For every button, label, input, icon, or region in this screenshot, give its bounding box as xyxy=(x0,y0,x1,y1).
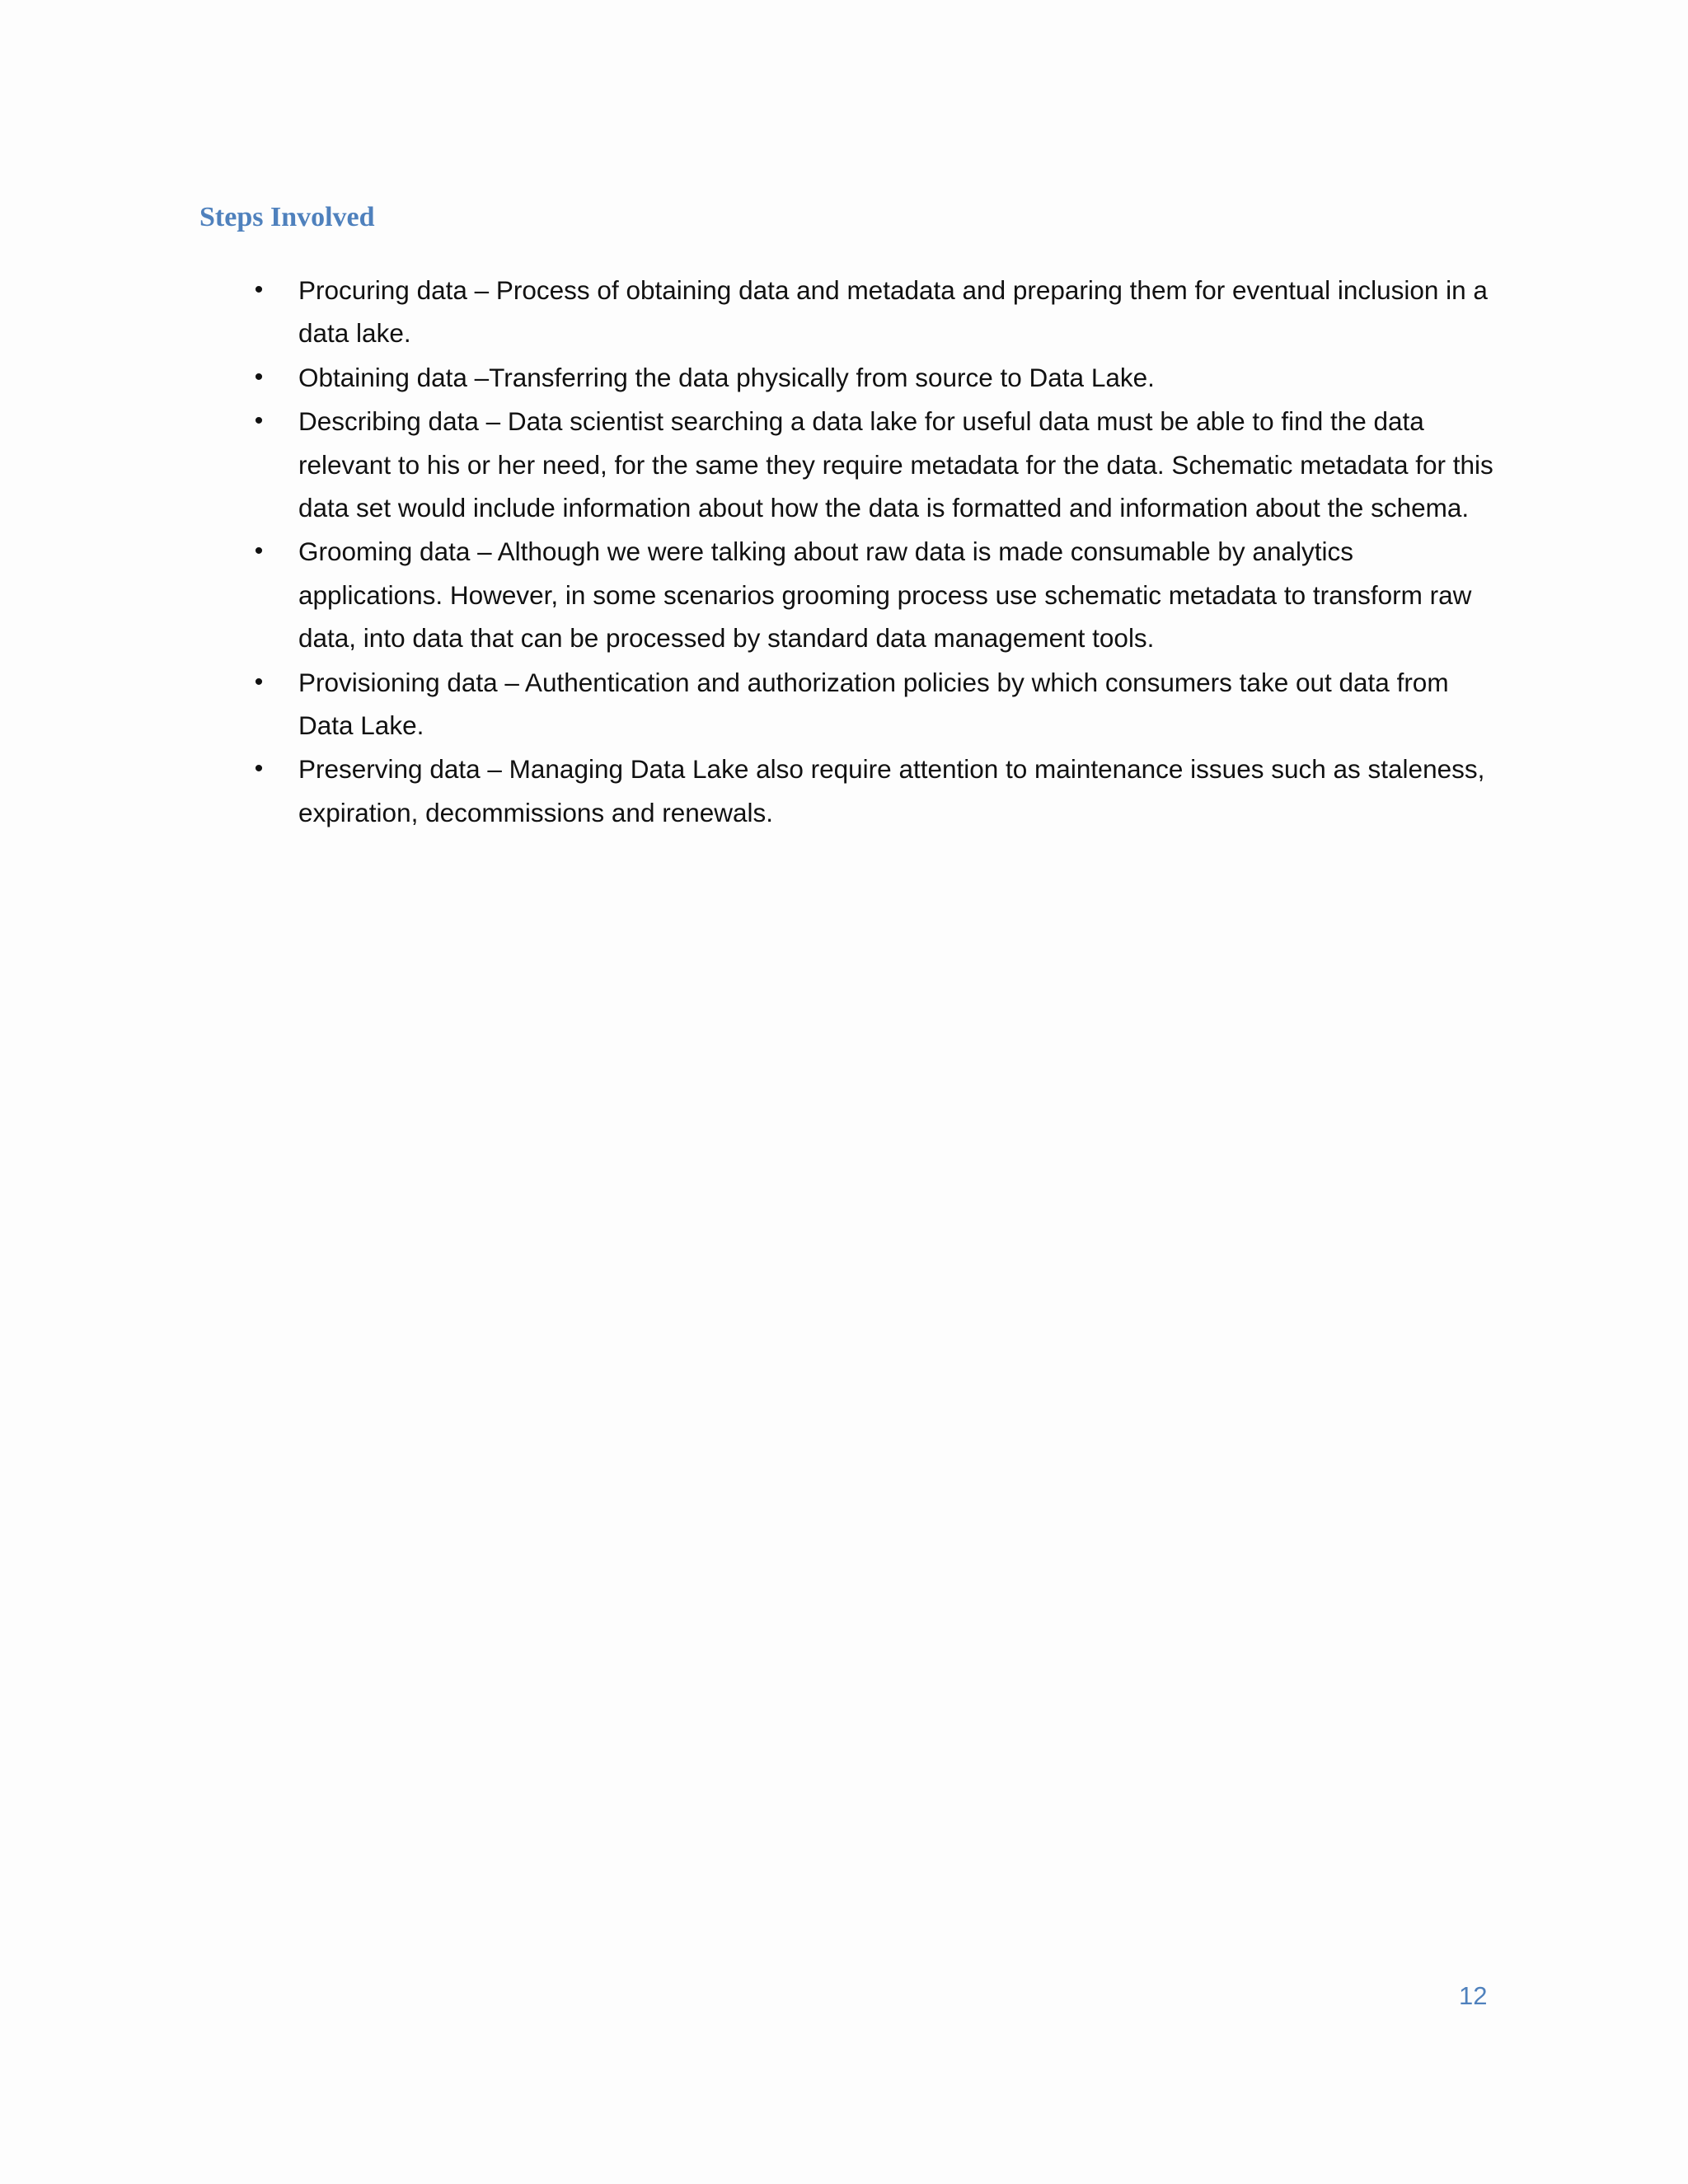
list-item-text: Describing data – Data scientist searching a data lake for useful data must be able to find the data relevant to his or her need, for the same they require metadata for the data. Schematic metadata for this data set would include information about how the data is formatted and information about the schema. xyxy=(298,406,1493,523)
bullet-icon: • xyxy=(254,276,264,303)
list-item-procuring xyxy=(254,269,1493,355)
bullet-icon: • xyxy=(254,363,264,391)
list-item-preserving xyxy=(254,748,1493,834)
list-item-obtaining xyxy=(254,356,1493,399)
page-number: 12 xyxy=(1459,1981,1488,2010)
list-item-provisioning xyxy=(254,661,1493,748)
list-item-describing xyxy=(254,400,1493,529)
bullet-icon: • xyxy=(254,668,264,696)
list-item-text: Procuring data – Process of obtaining data and metadata and preparing them for eventual inclusion in a data lake. xyxy=(298,275,1488,349)
bullet-icon: • xyxy=(254,407,264,435)
bullet-icon: • xyxy=(254,537,264,565)
list-item-text: Preserving data – Managing Data Lake also require attention to maintenance issues such as staleness, expiration, decommissions and renewals. xyxy=(298,754,1485,827)
list-item-text: Grooming data – Although we were talking about raw data is made consumable by analytics applications. However, in some scenarios grooming process use schematic metadata to transform raw data, into data that can be processed by standard data management tools. xyxy=(298,537,1472,654)
section-heading: Steps Involved xyxy=(199,202,375,232)
list-item-text: Obtaining data –Transferring the data physically from source to Data Lake. xyxy=(298,362,1155,392)
bullet-icon: • xyxy=(254,755,264,783)
list-item-text: Provisioning data – Authentication and authorization policies by which consumers take out data from Data Lake. xyxy=(298,667,1449,741)
list-item-grooming xyxy=(254,530,1493,659)
steps-list xyxy=(254,269,1493,835)
